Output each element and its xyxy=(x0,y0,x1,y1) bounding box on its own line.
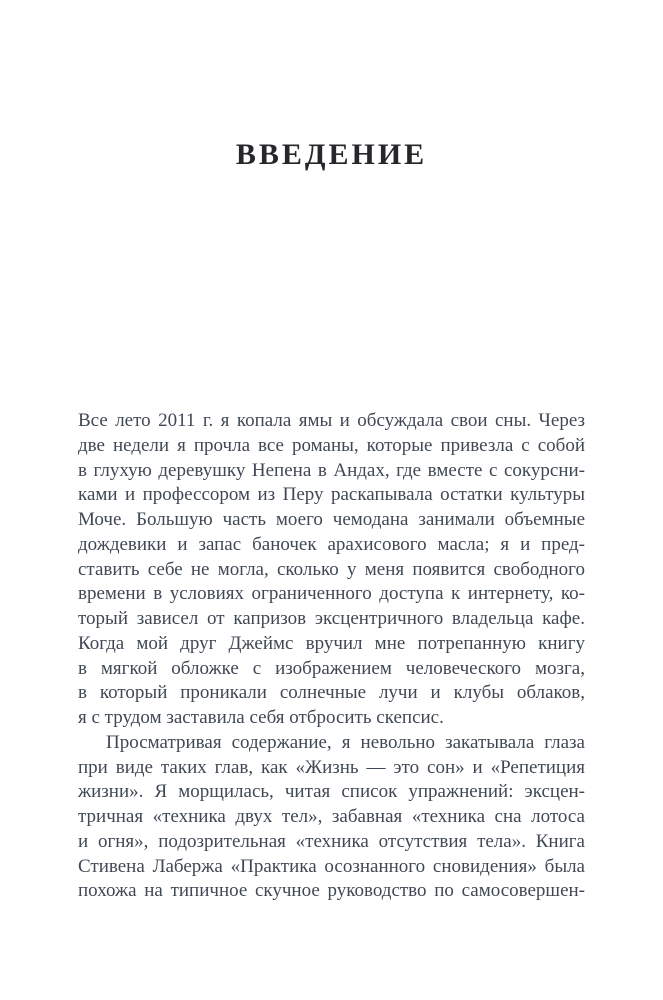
text-line: жизни». Я морщилась, читая список упражнений: эксцен- xyxy=(78,781,585,803)
text-line: Все лето 2011 г. я копала ямы и обсуждала свои сны. Через xyxy=(78,410,585,431)
chapter-title: ВВЕДЕНИЕ xyxy=(235,138,428,171)
text-line: дождевики и запас баночек арахисового масла; я и пред- xyxy=(78,533,585,555)
text-line: две недели я прочла все романы, которые привезла с собой xyxy=(78,434,585,456)
text-line: Моче. Большую часть моего чемодана занимали объемные xyxy=(78,509,585,530)
text-line: при виде таких глав, как «Жизнь — это сон» и «Репетиция xyxy=(78,756,585,778)
text-line: в мягкой обложке с изображением человеческого мозга, xyxy=(78,657,585,679)
text-line: в глухую деревушку Непена в Андах, где вместе с сокурсни- xyxy=(78,459,585,481)
text-line: ками и профессором из Перу раскапывала остатки культуры xyxy=(78,484,585,506)
text-line: я с трудом заставила себя отбросить скепсис. xyxy=(78,707,444,728)
text-line: Когда мой друг Джеймс вручил мне потрепанную книгу xyxy=(78,632,585,654)
text-line: похожа на типичное скучное руководство по самосовершен- xyxy=(78,880,585,902)
text-line: торый зависел от капризов эксцентричного владельца кафе. xyxy=(78,608,585,629)
text-line: тричная «техника двух тел», забавная «техника сна лотоса xyxy=(78,806,585,827)
text-line: Просматривая содержание, я невольно закатывала глаза xyxy=(106,731,585,753)
text-line: и огня», подозрительная «техника отсутствия тела». Книга xyxy=(78,830,585,852)
body-text xyxy=(78,409,585,904)
text-line: ставить себе не могла, сколько у меня появится свободного xyxy=(78,558,585,580)
text-line: в который проникали солнечные лучи и клубы облаков, xyxy=(78,682,585,704)
text-line: времени в условиях ограниченного доступа к интернету, ко- xyxy=(78,583,585,605)
text-line: Стивена Лабержа «Практика осознанного сновидения» была xyxy=(78,855,585,877)
